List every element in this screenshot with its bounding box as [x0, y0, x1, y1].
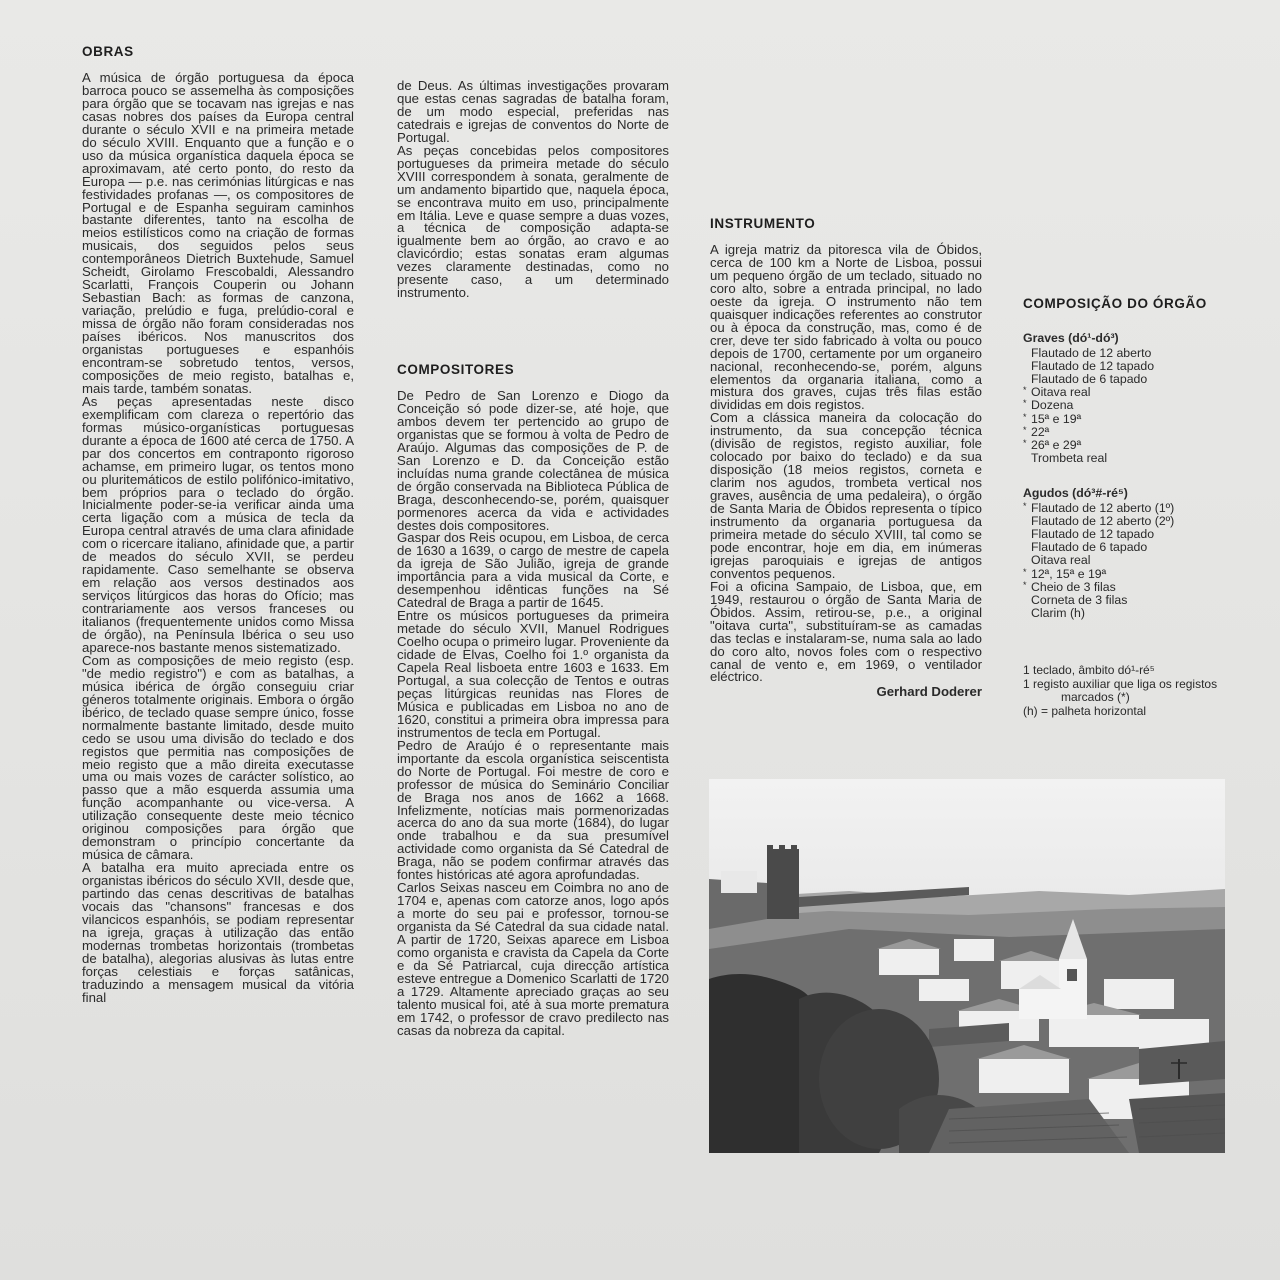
compositores-paragraph: Carlos Seixas nasceu em Coimbra no ano de 1704 e, apenas com catorze anos, logo após a morte do seu pai e professor, tornou-se organista da Sé Catedral da sua cidade natal. A partir de 1720, Seixas aparece em Lisboa como organista e cravista da Capela da Corte e da Sé Patriarcal, cuja direcção artística esteve entregue a Domenico Scarlatti de 1720 a 1729. Altamente apreciado graças ao seu talento musical foi, até à sua morte prematura em 1742, o professor de cravo predilecto nas casas da nobreza da capital. [397, 880, 669, 1038]
stop-name: Trombeta real [1031, 450, 1108, 465]
obras-column-1 [82, 72, 354, 1005]
stop-name: Flautado de 12 aberto (1º) [1031, 501, 1175, 516]
graves-title: Graves (dó¹-dó³) [1023, 331, 1119, 345]
agudos-list [1023, 502, 1228, 620]
stop-name: Oitava real [1031, 385, 1091, 400]
stop-name: Clarim (h) [1031, 605, 1085, 620]
composicao-heading: COMPOSIÇÃO DO ÓRGÃO [1023, 296, 1207, 311]
compositores-column [397, 390, 669, 1038]
organ-stop [1023, 607, 1228, 620]
stop-name: 26ª e 29ª [1031, 437, 1082, 452]
obras-paragraph: A batalha era muito apreciada entre os organistas ibéricos do século XVII, desde que, partindo das cenas descritivas de batalhas vocais das "chansons" francesas e dos vilancicos espanhóis, se podiam representar na igreja, graças à utilização das então modernas trombetas horizontais (trombetas de batalha), alegorias alusivas às lutas entre forças celestiais e forças satânicas, traduzindo a mensagem musical da vitória final [82, 860, 354, 1005]
stop-name: 12ª, 15ª e 19ª [1031, 566, 1107, 581]
obras-paragraph: Com as composições de meio registo (esp. "de medio registro") e com as batalhas, a música ibérica de órgão conseguiu criar géneros totalmente originais. Embora o órgão ibérico, de teclado quase sempre único, fosse normalmente bastante limitado, desde muito cedo se usou uma divisão do teclado e dos registos que permitia nas composições de meio registo que a mão direita executasse uma ou mais vozes de carácter solístico, ao passo que a mão esquerda assumia uma função acompanhante ou vice-versa. A utilização consequente deste meio técnico originou composições para órgão que demonstram o princípio concertante da música de câmara. [82, 652, 354, 863]
graves-list [1023, 347, 1228, 465]
compositores-paragraph: Entre os músicos portugueses da primeira metade do século XVII, Manuel Rodrigues Coelho ocupa o primeiro lugar. Proveniente da cidade de Elvas, Coelho foi 1.º organista da Capela Real lisboeta entre 1603 e 1633. Em Portugal, a sua colecção de Tentos e outras peças litúrgicas reunidas nas Flores de Música e publicadas em Lisboa no ano de 1620, constitui a primeira obra impressa para instrumentos de tecla em Portugal. [397, 608, 669, 740]
instrumento-paragraph: Com a clássica maneira da colocação do instrumento, da sua concepção técnica (divisão de registos, registo auxiliar, fole colocado por baixo do teclado) e da sua disposição (18 meios registos, corneta e clarim nos agudos, trombeta vertical nos graves, ausência de uma pedaleira), o órgão de Santa Maria de Óbidos representa o típico instrumento da organaria portuguesa da primeira metade do século XVIII, tal como se pode encontrar, hoje em dia, em inúmeras igrejas paroquiais e igrejas de antigos conventos pequenos. [710, 410, 982, 581]
obidos-photograph [709, 779, 1225, 1153]
stop-marker: * [1023, 398, 1027, 409]
stop-name: Flautado de 12 aberto [1031, 346, 1152, 361]
organ-note: (h) = palheta horizontal [1023, 703, 1147, 718]
instrumento-paragraph: A igreja matriz da pitoresca vila de Óbidos, cerca de 100 km a Norte de Lisboa, possui um pequeno órgão de um teclado, situado no coro alto, sobre a entrada principal, no lado oeste da igreja. O instrumento não tem quaisquer indicações referentes ao construtor ou à época da construção, mas, como é de crer, deve ter sido fabricado à volta ou pouco depois de 1700, certamente por um organeiro nacional, reconhecendo-se, porém, alguns elementos da organaria italiana, como a mistura dos graves, cujas três filas estão divididas em dois registos. [710, 242, 982, 413]
obras-paragraph: As peças apresentadas neste disco exemplificam com clareza o repertório das formas músico-organísticas portuguesas durante a época de 1600 até cerca de 1750. A par dos concertos em contraponto rigoroso achamse, em primeiro lugar, os tentos mono ou pluritemáticos de estilo polifónico-imitativo, bem próprios para o teclado do órgão. Inicialmente poder-se-ia verificar ainda uma certa ligação com a música de tecla da Europa central através de uma clara afinidade com o ricercare italiano, afinidade que, a partir de meados do século XVII, se perdeu rapidamente. Caso semelhante se observa em relação aos versos destinados aos serviços litúrgicos das horas do Ofício; mas contrariamente aos versos franceses ou italianos (frequentemente unidos como Missa de órgão), na Península Ibérica o seu uso aparece-nos bastante menos sistematizado. [82, 393, 354, 655]
compositores-heading: COMPOSITORES [397, 362, 515, 377]
compositores-paragraph: Gaspar dos Reis ocupou, em Lisboa, de cerca de 1630 a 1639, o cargo de mestre de capela da igreja de São Julião, igreja de grande importância para a vida musical da Corte, e desempenhou idênticas funções na Sé Catedral de Braga a partir de 1645. [397, 530, 669, 611]
organ-note: marcados (*) [1061, 690, 1130, 705]
compositores-paragraph: De Pedro de San Lorenzo e Diogo da Conceição só pode dizer-se, até hoje, que ambos devem ter pertencido ao grupo de organistas que se formou à volta de Pedro de Araújo. Algumas das composições de P. de San Lorenzo e D. da Conceição estão incluídas numa grande colectânea de música de órgão conservada na Biblioteca Pública de Braga, desconhecendo-se, porém, quaisquer pormenores acerca da vida e actividades destes dois compositores. [397, 388, 669, 533]
stop-name: Cheio de 3 filas [1031, 579, 1116, 594]
stop-name: 15ª e 19ª [1031, 411, 1082, 426]
stop-name: Flautado de 12 tapado [1031, 527, 1155, 542]
obras-paragraph: de Deus. As últimas investigações provaram que estas cenas sagradas de batalha foram, de um modo especial, preferidas nas catedrais e igrejas de conventos do Norte de Portugal. [397, 78, 669, 145]
obras-heading: OBRAS [82, 44, 134, 59]
instrumento-column [710, 244, 982, 699]
obras-paragraph: A música de órgão portuguesa da época barroca pouco se assemelha às composições para órgão que se tocavam nas igrejas e nas casas nobres dos países da Europa central durante o século XVII e na primeira metade do século XVIII. Enquanto que a função e o uso da música organística daquela época se aproximavam, até certo ponto, do resto da Europa — p.e. nas cerimónias litúrgicas e nas festividades profanas —, os compositores de Portugal e de Espanha seguiram caminhos bastante diferentes, tanto na escolha de meios estilísticos como na criação de formas musicais, dos seguidos pelos seus contemporâneos Dietrich Buxtehude, Samuel Scheidt, Girolamo Frescobaldi, Alessandro Scarlatti, François Couperin ou Johann Sebastian Bach: as formas de canzona, variação, prelúdio e fuga, prelúdio-coral e missa de órgão não foram consideradas nos países ibéricos. Nos manuscritos dos organistas portugueses e espanhóis encontram-se sobretudo tentos, versos, composições de meio registo, batalhas e, mais tarde, também sonatas. [82, 70, 354, 396]
stop-marker: * [1023, 424, 1027, 435]
stop-name: Corneta de 3 filas [1031, 592, 1128, 607]
instrumento-heading: INSTRUMENTO [710, 216, 816, 231]
stop-name: Dozena [1031, 398, 1074, 413]
obras-column-2 [397, 80, 669, 300]
stop-name: Flautado de 6 tapado [1031, 372, 1148, 387]
compositores-paragraph: Pedro de Araújo é o representante mais importante da escola organística seiscentista do Norte de Portugal. Foi mestre de coro e professor de música do Seminário Conciliar de Braga nos anos de 1662 a 1668. Infelizmente, notícias mais pormenorizadas acerca do ano da sua morte (1684), do lugar onde trabalhou e da sua presumível actividade como organista da Sé Catedral de Braga, não se podem confirmar através das fontes históricas até agora aprofundadas. [397, 737, 669, 883]
organ-stop [1023, 413, 1228, 426]
stop-name: Oitava real [1031, 553, 1091, 568]
stop-marker: * [1023, 437, 1027, 448]
organ-note: 1 registo auxiliar que liga os registos [1023, 676, 1218, 691]
stop-marker: * [1023, 566, 1027, 577]
stop-name: Flautado de 12 aberto (2º) [1031, 514, 1175, 529]
obras-paragraph: As peças concebidas pelos compositores portugueses da primeira metade do século XVIII correspondem à sonata, geralmente de um andamento bipartido que, naquela época, se encontrava muito em uso, principalmente em Itália. Leve e quase sempre a duas vozes, a técnica de composição adapta-se igualmente bem ao órgão, ao cravo e ao clavicórdio; estas sonatas eram algumas vezes claramente destinadas, como no presente caso, a um determinado instrumento. [397, 142, 669, 301]
instrumento-paragraph: Foi a oficina Sampaio, de Lisboa, que, em 1949, restaurou o órgão de Santa Maria de Óbidos. Assim, retirou-se, p.e., a original "oitava curta", substituíram-se as camadas das teclas e instalaram-se, numa sala ao lado do coro alto, novos foles com o respectivo canal de vento e, em 1969, o ventilador eléctrico. [710, 578, 982, 685]
author-signature: Gerhard Doderer [876, 684, 982, 700]
stop-name: Flautado de 6 tapado [1031, 540, 1148, 555]
organ-notes [1023, 664, 1233, 718]
organ-stop [1023, 452, 1228, 465]
stop-name: Flautado de 12 tapado [1031, 359, 1155, 374]
stop-marker: * [1023, 501, 1027, 512]
organ-stop-list [1023, 332, 1228, 620]
agudos-title: Agudos (dó³#-ré⁵) [1023, 485, 1128, 500]
organ-note: 1 teclado, âmbito dó¹-ré⁵ [1023, 663, 1155, 677]
stop-marker: * [1023, 411, 1027, 422]
stop-marker: * [1023, 385, 1027, 396]
stop-name: 22ª [1031, 424, 1050, 439]
stop-marker: * [1023, 579, 1027, 590]
